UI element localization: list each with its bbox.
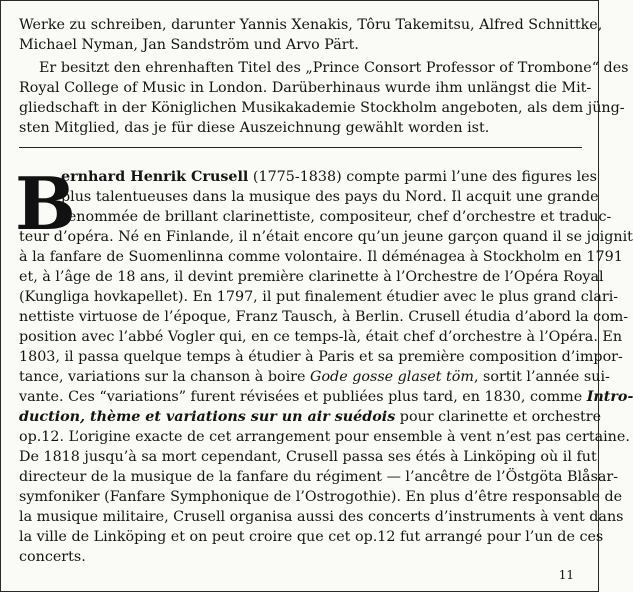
german-line-1: Werke zu schreiben, darunter Yannis Xenakis, Tôru Takemitsu, Alfred Schnittke,: [19, 17, 603, 33]
german-line-5: gliedschaft in der Königlichen Musikakademie Stockholm angeboten, als dem jüng-: [19, 100, 625, 116]
french-line-16: directeur de la musique de la fanfare du régiment — l’ancêtre de l’Östgöta Blåsar-: [19, 469, 619, 485]
french-line-14: op.12. L’origine exacte de cet arrangement pour ensemble à vent n’est pas certaine.: [19, 429, 630, 445]
french-line-6: et, à l’âge de 18 ans, il devint première clarinette à l’Orchestre de l’Opéra Royal: [19, 269, 604, 285]
french-line-13: [19, 407, 602, 427]
french-line-9: position avec l’abbé Vogler qui, en ce temps-là, était chef d’orchestre à l’Opéra. En: [19, 329, 623, 345]
german-line-4: Royal College of Music in London. Darüberhinaus wurde ihm unlängst die Mit-: [19, 80, 592, 96]
song-title: Gode gosse glaset töm: [310, 369, 474, 385]
french-line-1: [61, 167, 597, 187]
german-line-3: Er besitzt den ehrenhaften Titel des „Prince Consort Professor of Trombone“ des: [39, 60, 629, 76]
french-line-3: renommée de brillant clarinettiste, compositeur, chef d’orchestre et traduc-: [61, 209, 612, 225]
french-line-5: à la fanfare de Suomenlinna comme volontaire. Il déménagea à Stockholm en 1791: [19, 249, 623, 265]
french-line-11: [19, 367, 610, 387]
french-line-18: la musique militaire, Crusell organisa aussi des concerts d’instruments à vent dans: [19, 509, 624, 525]
composer-name-crusell: ernhard Henrik Crusell: [61, 169, 249, 185]
drop-cap: B: [15, 161, 76, 246]
french-line-10: 1803, il passa quelque temps à étudier à Paris et sa première composition d’impor-: [19, 349, 623, 365]
french-line-20: concerts.: [19, 549, 86, 565]
french-line-7: (Kungliga hovkapellet). En 1797, il put finalement étudier avec le plus grand clari-: [19, 289, 619, 305]
french-line-17: symfoniker (Fanfare Symphonique de l’Ostrogothie). En plus d’être responsable de: [19, 489, 623, 505]
section-divider: [19, 147, 582, 148]
french-line-8: nettiste virtuose de l’époque, Franz Tausch, à Berlin. Crusell étudia d’abord la com-: [19, 309, 629, 325]
page-number: 11: [558, 568, 574, 582]
french-line-12: [19, 387, 633, 407]
french-line-11-start: tance, variations sur la chanson à boire: [19, 369, 306, 385]
german-line-2: Michael Nyman, Jan Sandström und Arvo Pärt.: [19, 37, 359, 53]
french-line-1-rest: (1775-1838) compte parmi l’une des figures les: [248, 169, 597, 185]
french-line-4: teur d’opéra. Né en Finlande, il n’était encore qu’un jeune garçon quand il se joignit: [19, 229, 633, 245]
french-line-13-rest: pour clarinette et orchestre: [395, 409, 602, 425]
work-title-part-1: Intro-: [586, 389, 633, 405]
french-line-11-end: , sortit l’année sui-: [473, 369, 610, 385]
french-line-2: plus talentueuses dans la musique des pays du Nord. Il acquit une grande: [61, 189, 599, 205]
french-line-12-start: vante. Ces “variations” furent révisées et publiées plus tard, en 1830, comme: [19, 389, 583, 405]
work-title-part-2: duction, thème et variations sur un air suédois: [19, 409, 396, 425]
french-line-15: De 1818 jusqu’à sa mort cependant, Crusell passa ses étés à Linköping où il fut: [19, 449, 597, 465]
french-line-19: la ville de Linköping et on peut croire que cet op.12 fut arrangé pour l’un de ces: [19, 529, 604, 545]
german-line-6: sten Mitglied, das je für diese Auszeichnung gewählt worden ist.: [19, 120, 490, 136]
